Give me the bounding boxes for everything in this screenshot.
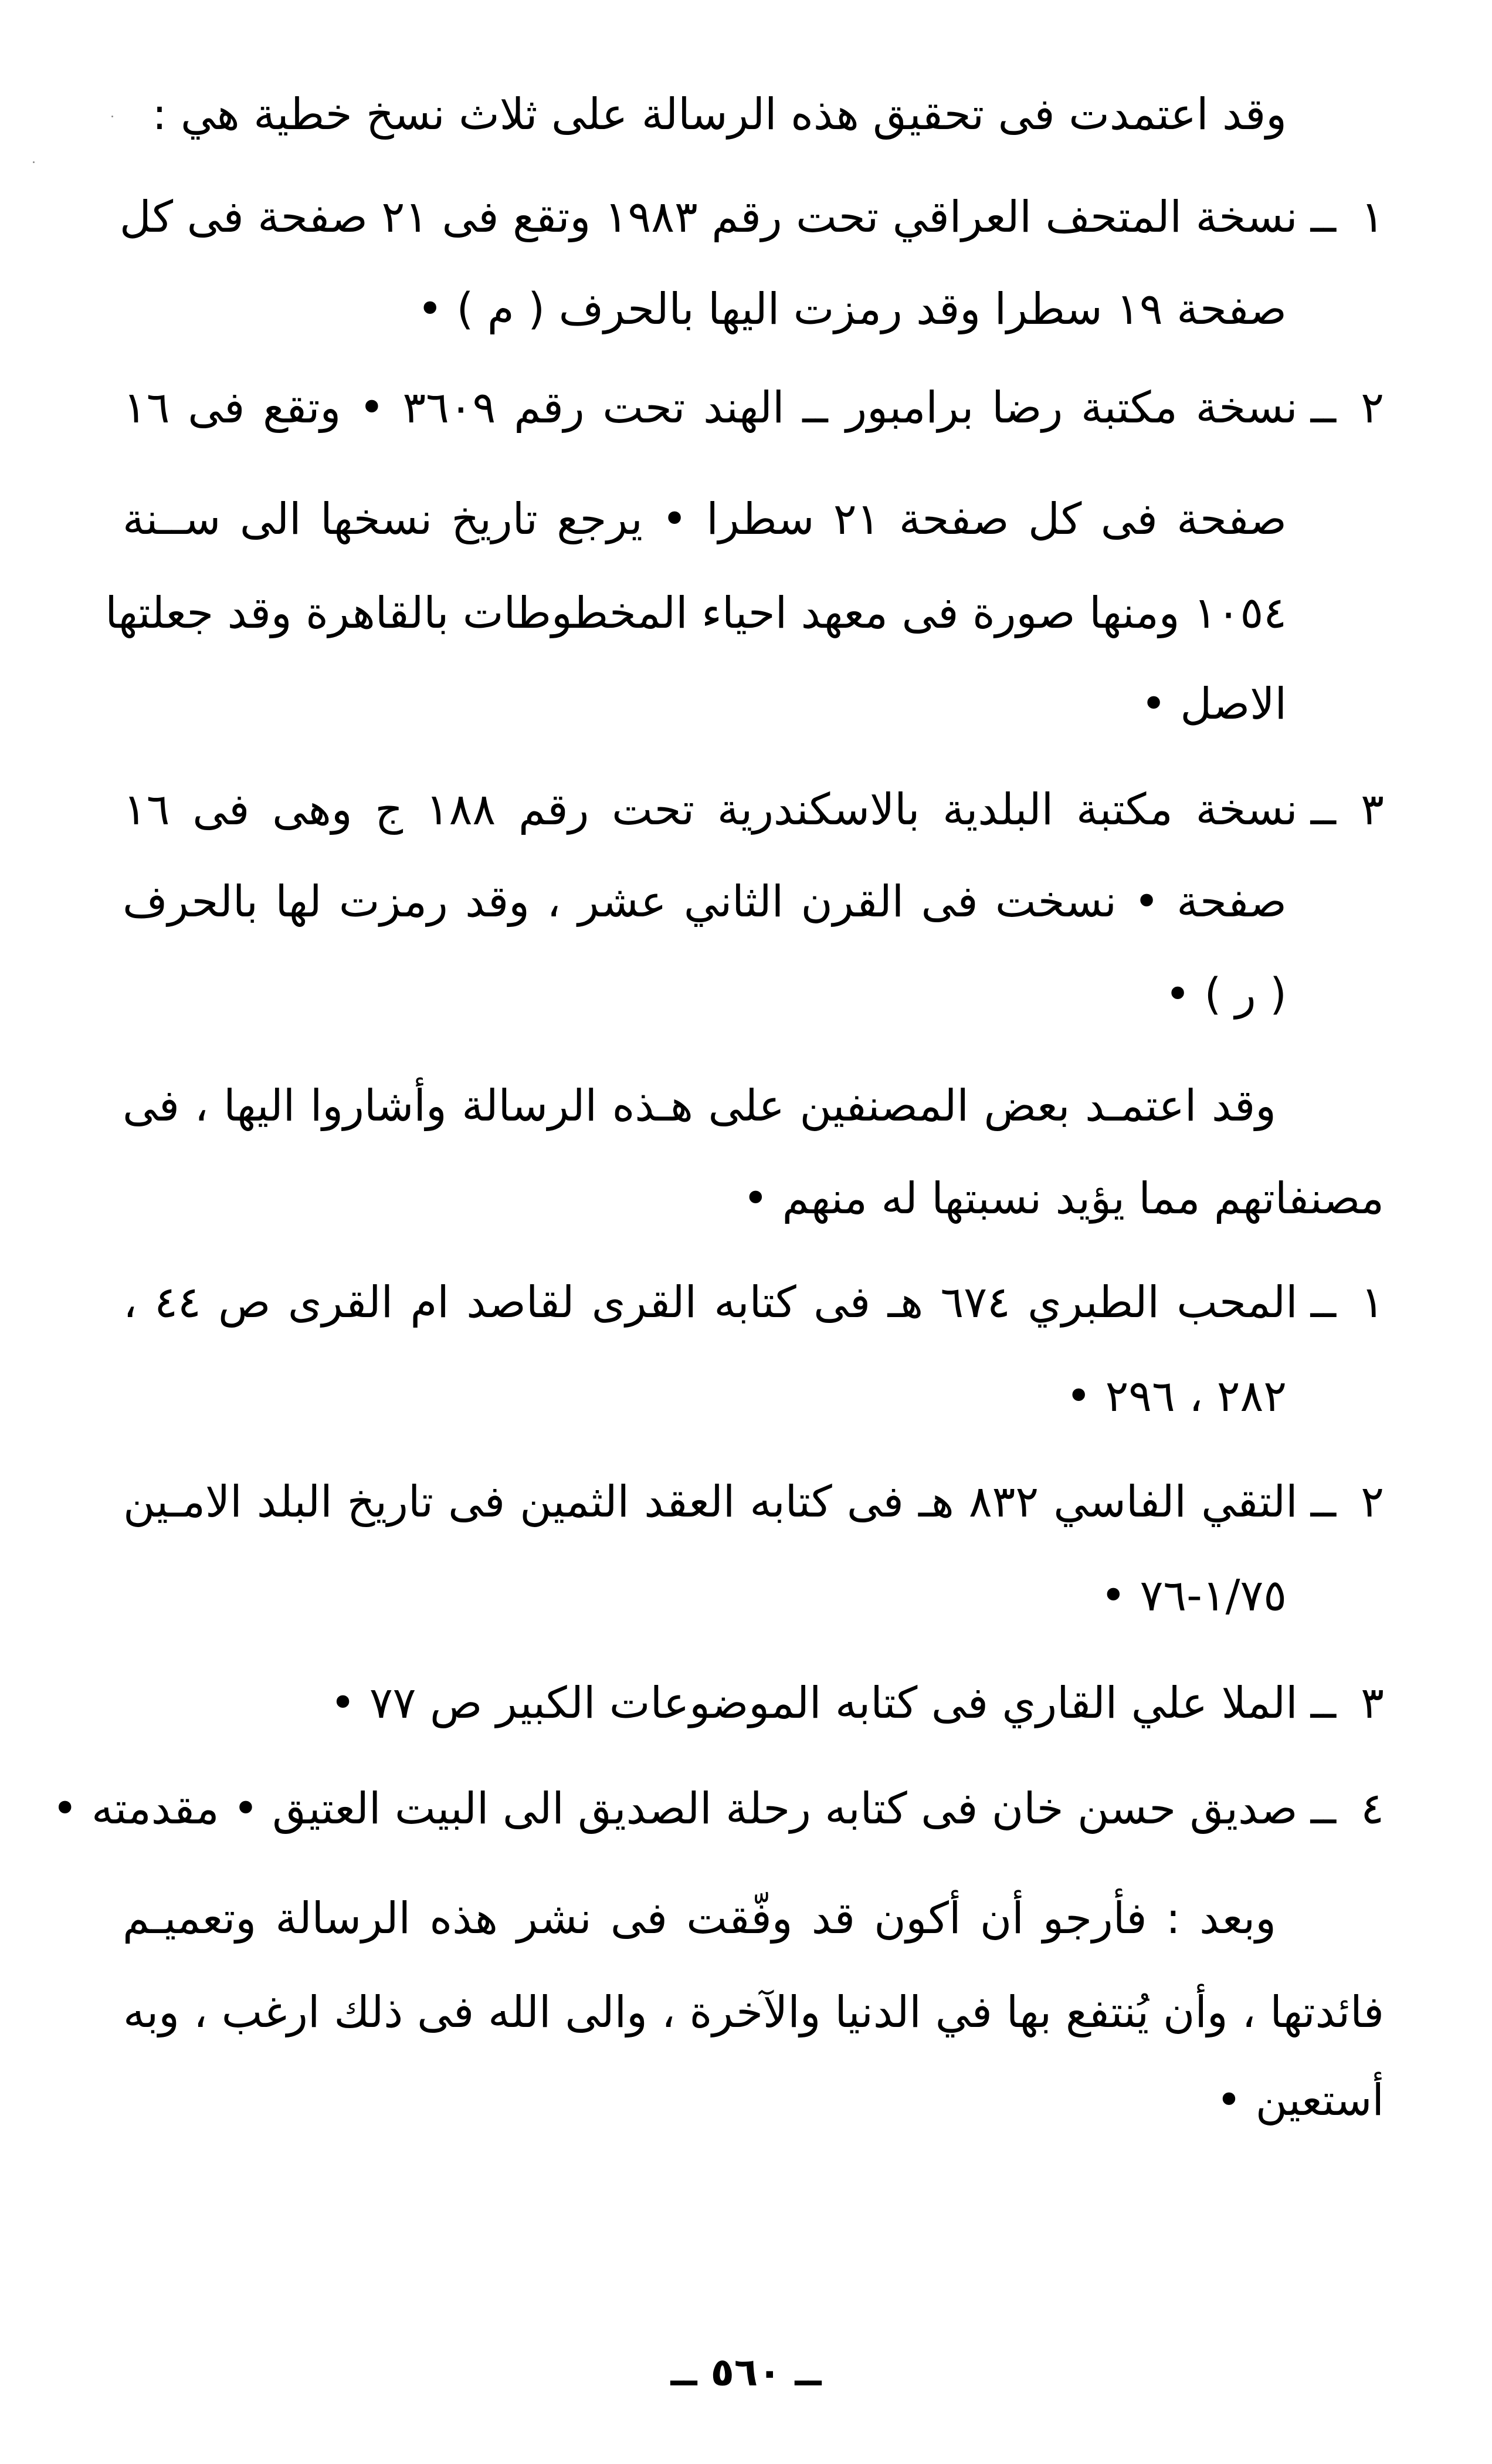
item-number: ٢ (1361, 383, 1384, 433)
page-number: ــ ٥٦٠ ــ (670, 2350, 822, 2395)
manuscript-item-2-cont: الاصل • (1141, 679, 1287, 729)
item-dash: ــ (1310, 192, 1336, 242)
scan-speck (111, 116, 113, 117)
author-item-2-cont: ١/٧٥-٧٦ • (1100, 1571, 1287, 1621)
item-text: نسخة مكتبة رضا برامبور ــ الهند تحت رقم ٣٦٠٩ • وتقع فى ١٦ (123, 383, 1298, 433)
manuscript-item-2 (123, 375, 1384, 440)
item-number: ١ (1361, 1277, 1384, 1328)
scan-speck (33, 161, 35, 163)
item-number: ١ (1361, 192, 1384, 242)
item-text: نسخة المتحف العراقي تحت رقم ١٩٨٣ وتقع فى ٢١ صفحة فى كل (119, 192, 1298, 242)
item-dash: ــ (1310, 1477, 1336, 1527)
item-dash: ــ (1310, 1783, 1336, 1834)
item-text: التقي الفاسي ٨٣٢ هـ فى كتابه العقد الثمين فى تاريخ البلد الامـين (123, 1477, 1298, 1527)
item-text: الملا علي القاري فى كتابه الموضوعات الكبير ص ٧٧ • (330, 1678, 1298, 1728)
closing-line-1: وبعد : فأرجو أن أكون قد وفّقت فى نشر هذه الرسالة وتعميـم (123, 1893, 1276, 1944)
closing-line-3: أستعين • (1216, 2075, 1384, 2125)
intro-line: وقد اعتمدت فى تحقيق هذه الرسالة على ثلاث نسخ خطية هي : (152, 89, 1287, 140)
item-dash: ــ (1310, 1678, 1336, 1728)
item-text: نسخة مكتبة البلدية بالاسكندرية تحت رقم ١٨٨ ج وهى فى ١٦ (123, 784, 1298, 835)
author-item-3 (123, 1671, 1384, 1735)
manuscript-item-1 (119, 185, 1384, 249)
manuscript-item-2-cont: صفحة فى كل صفحة ٢١ سطرا • يرجع تاريخ نسخها الى ســنة (123, 494, 1287, 544)
manuscript-item-3-cont: ( ر ) • (1165, 969, 1287, 1020)
author-item-1-cont: ٢٨٢ ، ٢٩٦ • (1066, 1371, 1287, 1421)
item-dash: ــ (1310, 784, 1336, 835)
item-text: صديق حسن خان فى كتابه رحلة الصديق الى البيت العتيق • مقدمته • (52, 1783, 1298, 1834)
manuscript-item-1-cont: صفحة ١٩ سطرا وقد رمزت اليها بالحرف ( م ) • (417, 284, 1287, 334)
item-dash: ــ (1310, 383, 1336, 433)
item-text: المحب الطبري ٦٧٤ هـ فى كتابه القرى لقاصد ام القرى ص ٤٤ ، (123, 1277, 1298, 1328)
item-number: ٤ (1361, 1783, 1384, 1834)
author-item-1 (123, 1270, 1384, 1335)
closing-line-2: فائدتها ، وأن يُنتفع بها في الدنيا والآخرة ، والى الله فى ذلك ارغب ، وبه (123, 1987, 1384, 2037)
manuscript-item-3-cont: صفحة • نسخت فى القرن الثاني عشر ، وقد رمزت لها بالحرف (123, 876, 1287, 927)
item-number: ٣ (1361, 1678, 1384, 1728)
manuscript-item-3 (123, 777, 1384, 842)
item-dash: ــ (1310, 1277, 1336, 1328)
manuscript-item-2-cont: ١٠٥٤ ومنها صورة فى معهد احياء المخطوطات بالقاهرة وقد جعلتها (105, 588, 1287, 638)
authors-paragraph-line-2: مصنفاتهم مما يؤيد نسبتها له منهم • (742, 1173, 1384, 1224)
item-number: ٣ (1361, 784, 1384, 835)
author-item-2 (123, 1470, 1384, 1534)
author-item-4 (52, 1776, 1384, 1841)
item-number: ٢ (1361, 1477, 1384, 1527)
authors-paragraph-line-1: وقد اعتمـد بعض المصنفين على هـذه الرسالة وأشاروا اليها ، فى (123, 1081, 1276, 1131)
